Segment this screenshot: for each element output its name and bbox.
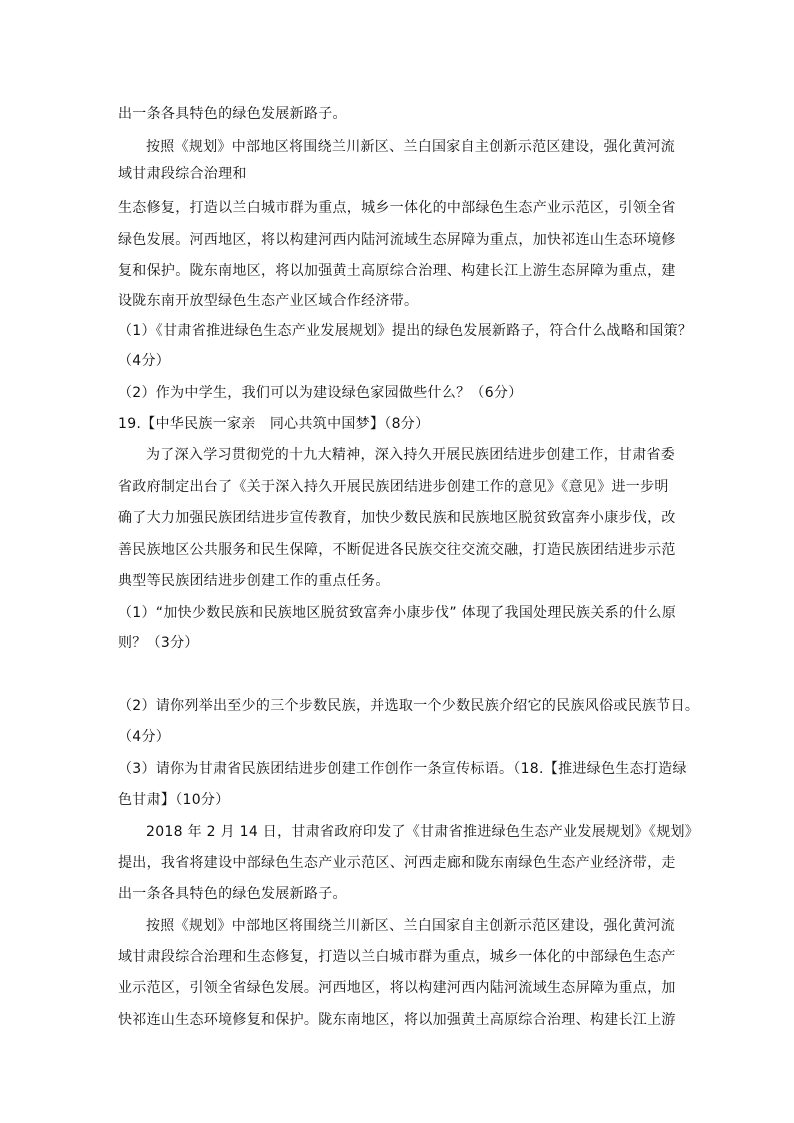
text-line: 出一条各具特色的绿色发展新路子。 — [118, 106, 347, 122]
section-heading: 19.【中华民族一家亲 同心共筑中国梦】（8分） — [118, 416, 430, 432]
question-line: 则？（3分） — [118, 635, 199, 651]
text-line: 设陇东南开放型绿色生态产业区域合作经济带。 — [118, 293, 419, 309]
question-line: （1）“加快少数民族和民族地区脱贫致富奔小康步伐” 体现了我国处理民族关系的什么原 — [118, 605, 677, 621]
text-line: 出一条各具特色的绿色发展新路子。 — [118, 886, 347, 902]
question-line: （4分） — [118, 729, 171, 745]
text-line: 复和保护。陇东南地区，将以加强黄土高原综合治理、构建长江上游生态屏障为重点，建 — [118, 263, 676, 279]
text-line: 确了大力加强民族团结进步宣传教育，加快少数民族和民族地区脱贫致富奔小康步伐，改 — [118, 510, 676, 526]
text-line: 提出，我省将建设中部绿色生态产业示范区、河西走廊和陇东南绿色生态产业经济带，走 — [118, 855, 676, 871]
text-line: 业示范区，引领全省绿色发展。河西地区，将以构建河西内陆河流域生态屏障为重点，加 — [118, 980, 676, 996]
text-line: 省政府制定出台了《关于深入持久开展民族团结进步创建工作的意见》《意见》进一步明 — [118, 479, 669, 495]
text-line: 绿色发展。河西地区，将以构建河西内陆河流域生态屏障为重点，加快祁连山生态环境修 — [118, 232, 676, 248]
text-line: 典型等民族团结进步创建工作的重点任务。 — [118, 573, 390, 589]
question-line: （4分） — [118, 353, 171, 369]
text-line: 生态修复，打造以兰白城市群为重点，城乡一体化的中部绿色生态产业示范区，引领全省 — [118, 200, 676, 216]
text-line: 域甘肃段综合治理和 — [118, 166, 247, 182]
question-line: （2）作为中学生，我们可以为建设绿色家园做些什么？（6分） — [118, 385, 523, 401]
text-line: 2018 年 2 月 14 日，甘肃省政府印发了《甘肃省推进绿色生态产业发展规划》《规划》 — [146, 824, 700, 840]
text-line: 为了深入学习贯彻党的十九大精神，深入持久开展民族团结进步创建工作，甘肃省委 — [146, 447, 676, 463]
text-line: 按照《规划》中部地区将围绕兰川新区、兰白国家自主创新示范区建设，强化黄河流 — [146, 918, 676, 934]
text-line: 善民族地区公共服务和民生保障，不断促进各民族交往交流交融，打造民族团结进步示范 — [118, 542, 676, 558]
text-line: 按照《规划》中部地区将围绕兰川新区、兰白国家自主创新示范区建设，强化黄河流 — [146, 139, 676, 155]
text-line: 域甘肃段综合治理和生态修复，打造以兰白城市群为重点，城乡一体化的中部绿色生态产 — [118, 949, 676, 965]
text-line: 快祁连山生态环境修复和保护。陇东南地区，将以加强黄土高原综合治理、构建长江上游 — [118, 1012, 676, 1028]
section-heading: 色甘肃】（10分） — [118, 792, 230, 808]
question-line: （1）《甘肃省推进绿色生态产业发展规划》提出的绿色发展新路子，符合什么战略和国策？ — [118, 323, 693, 339]
question-line: （3）请你为甘肃省民族团结进步创建工作创作一条宣传标语。（18.【推进绿色生态打造绿 — [118, 761, 687, 777]
question-line: （2）请你列举出至少的三个步数民族，并选取一个少数民族介绍它的民族风俗或民族节日。 — [118, 698, 700, 714]
